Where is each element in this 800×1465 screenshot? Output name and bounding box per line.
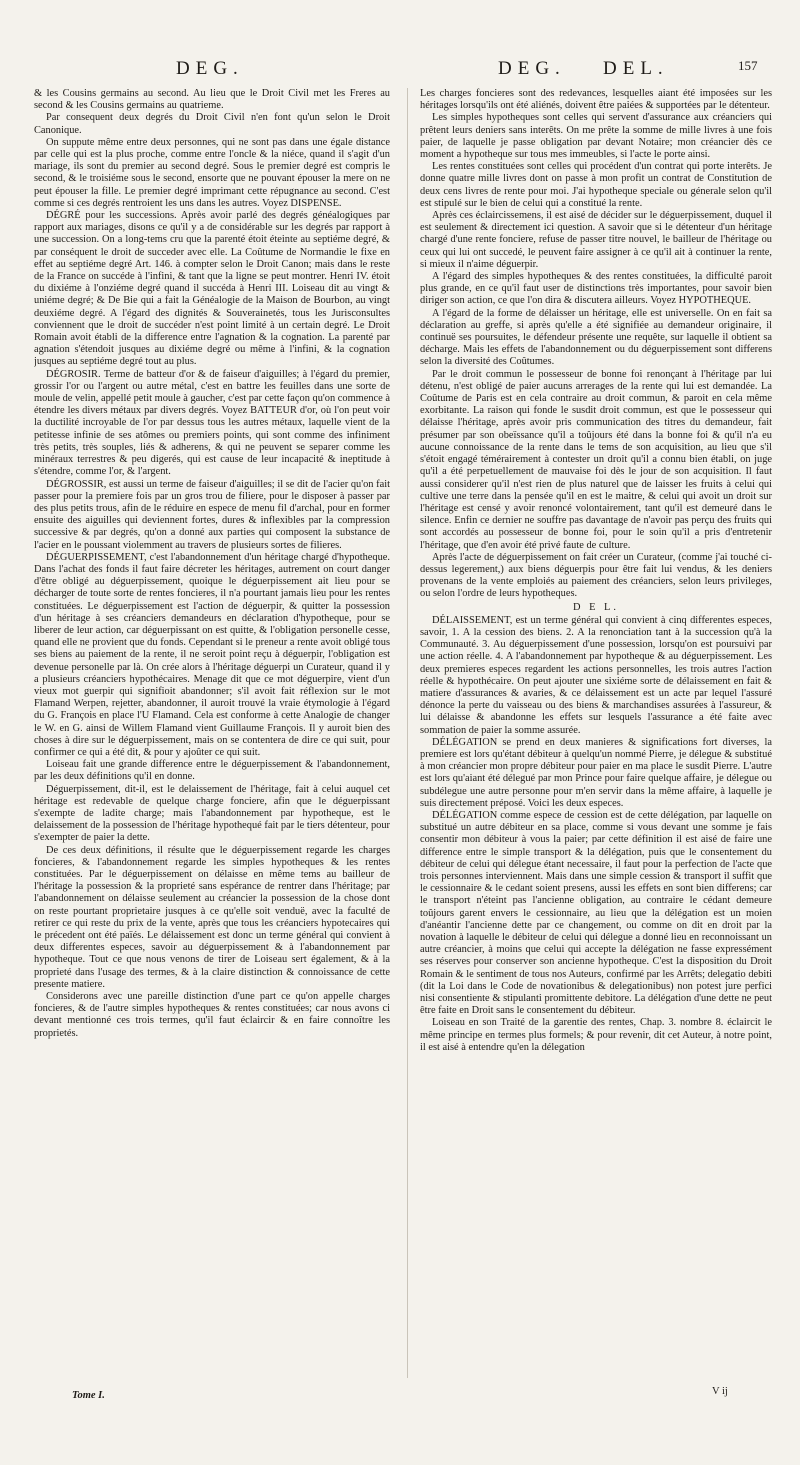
paragraph: A l'égard des simples hypotheques & des rentes constituées, la difficulté paroit plus grande, en ce qu'il faut user de distinctions très importantes, pour savoir bien diriger son action, ce que l'on dira & discutera ailleurs. Voyez HYPOTHEQUE. — [420, 271, 772, 307]
footer-volume-mark: Tome I. — [72, 1390, 105, 1401]
column-divider — [407, 88, 408, 1378]
paragraph: Les simples hypotheques sont celles qui servent d'assurance aux créanciers qui prêtent leurs deniers sans interêts. On me prête la somme de mille livres à une fois paier, de laquelle je passe obligation par devant Notaire; mon créancier dès ce moment a hypotheque sur tous mes immeubles, si l'acte le porte ainsi. — [420, 112, 772, 161]
paragraph: DÉLÉGATION comme espece de cession est de cette délégation, par laquelle on substitué un autre débiteur en sa place, comme si vous devant une somme je fais consentir mon débiteur à vous la paier; par cette définition il est aisé de faire une difference entre le simple transport & la délégation, puis que le consentement du débiteur de celui qui délegue étant necessaire, il faut pour la perfection de l'acte que trois personnes interviennent. Mais dans une simple cession & transport il suffit que le cessionnaire & le cedant soient presens, aussi les effets en sont bien differens; car le transport n'éteint pas l'ancienne obligation, au contraire le cédant demeure toûjours garent envers le cessionnaire, au lieu que la délégation est un moien d'anéantir l'ancienne dette par ce changement, ou comme on dit en droit par la novation à laquelle le débiteur de celui qui délegue a donné lieu en reconnoissant un autre créancier, à moins que celui qui accepte la délégation ne fasse expressément ses réserves pour conserver son ancienne hypotheque. C'est la disposition du Droit Romain & le sentiment de tous nos Auteurs, confirmé par les Arrêts; delegatio debiti (dit la Loi dans le Code de novationibus & delegationibus) non potest jure perfici nisi consentiente & stipulanti promittente debitore. La délégation d'une dette ne peut être faite en Droit sans le consentement du débiteur. — [420, 809, 772, 1017]
paragraph: DÉGRÉ pour les successions. Après avoir parlé des degrés généalogiques par rapport aux mariages, disons ce qu'il y a de considérable sur les degrés par rapport à une succession. On a long-tems cru que la parenté étoit éteinte au septiéme degré, & par conséquent le droit de succeder avec elle. La Coûtume de Normandie le fixe en effet au septiéme degré Art. 146. à compter selon le Droit Canon; mais dans le reste de la France on succéde à l'infini, & tant que la ligne se peut montrer. Henri IV. étoit du dixiéme à l'onziéme degré quand il succéda à Henri III. Loiseau dit au vingt & uniéme degré; & De Bie qui a fait la Généalogie de la Maison de Bourbon, au vingt deuxiéme degré. A l'égard des dignités & Souverainetés, tous les Jurisconsultes conviennent que le droit de succéder n'est point limité à un certain degré. Le Droit Romain avoit établi de la difference entre l'agnation & la cognation. La parenté par agnation s'étendoit jusques au dixiéme degré ou même à l'infini, & la cognation jusques au septiéme degré tout au plus. — [34, 210, 390, 368]
paragraph: DÉLÉGATION se prend en deux manieres & significations fort diverses, la premiere est lors qu'étant débiteur à quelqu'un nommé Pierre, je délegue & substitué à mon créancier mon propre débiteur pour paier en ma place le susdit Pierre. L'autre est lors qu'aiant été délegué par mon Prince pour faire quelque affaire, je délegue ou subdélegue une autre personne pour m'en servir dans la même affaire, à laquelle je suis directement préposé. Voici les deux especes. — [420, 736, 772, 809]
paragraph: Par le droit commun le possesseur de bonne foi renonçant à l'héritage par lui détenu, n'est obligé de paier aucuns arrerages de la rente qui lui est demandée. La Coûtume de Paris est en cela contraire au droit commun, & paroit en cela même exorbitante. La raison qui fonde le susdit droit commun, est que le possesseur qui délaisse l'héritage, après avoir pris communication des titres du demandeur, fait présumer par son obeïssance qu'il a toûjours été dans la bonne foi & qu'il n'a eu aucune connoissance de la rente dans le tems de son acquisition, au lieu que s'il s'étoit engagé témérairement à contester un droit qu'il a connu bien établi, on juge qu'il a été perpetuellement de mauvaise foi dès le jour de son acquisition. Il faut aussi considerer qu'il n'est rien de plus naturel que de laisser les fruits à celui qui cultive une terre dans la pensée qu'il en est le maitre, & celui qui avoit un droit sur l'héritage est censé y avoir renoncé volontairement, tant qu'il est demeuré dans le silence. Enfin ce dernier ne souffre pas davantage de n'avoir pas perçu des fruits qui sont accordés au possesseur de bonne foi, pour le soin qu'il a pris d'entretenir l'héritage, que d'en avoir été privé faute de culture. — [420, 368, 772, 551]
paragraph: Les charges foncieres sont des redevances, lesquelles aiant été imposées sur les héritages lorsqu'ils ont été aliénés, doivent être paiées & supportées par le détenteur. — [420, 88, 772, 112]
header-left-word: DEG. — [176, 58, 244, 79]
paragraph: Par consequent deux degrés du Droit Civil n'en font qu'un selon le Droit Canonique. — [34, 112, 390, 136]
paragraph: On suppute même entre deux personnes, qui ne sont pas dans une égale distance par celle qui est la plus proche, comme entre l'oncle & la niéce, quand il s'agit d'un mariage, ils sont du premier au second degré. Sous le premier degré est compris le second, & le troisiéme sous le second, ensorte que ne pouvant épouser la mere on ne peut épouser la fille. Le premier degré imprimant cette répugnance au second. C'est comme si ces degrés rentroient les uns dans les autres. Voyez DISPENSE. — [34, 136, 390, 209]
header-right-word-2: DEL. — [603, 58, 669, 79]
paragraph: DÉGUERPISSEMENT, c'est l'abandonnement d'un héritage chargé d'hypotheque. Dans l'achat des fonds il faut faire décreter les héritages, autrement on court danger d'être obligé au déguerpissement, quoique le déguerpissement ait lieu pour se décharger de toute sorte de rentes foncieres, il n'a pourtant jamais lieu pour les rentes constituées. Le déguerpissement est l'action de déguerpir, & quitter la possession d'un héritage à ses créanciers demandeurs en déclaration d'hypotheque, pour se liberer de leur action, car déguerpissant on est quitte, & l'obligation personelle cesse, quand elle ne provient que du fonds. Cependant si le preneur a rente avoit obligé tous ses biens au paiement de la rente, il ne seroit point reçu à déguerpir, l'obligation est devenue personelle par là. On crée alors à l'héritage déguerpi un Curateur, quand il y a plusieurs créanciers hypothécaires. Menage dit que ce mot déguerpire, vient d'un vieux mot guerpir qui signifioit abandonner; s'il avoit fait réflexion sur le mot Flamand Werpen, rejetter, abandonner, il auroit trouvé la vraie étymologie à l'égard du G. François en place l'U Flamand. Cela est conforme à cette Analogie de changer le W. en G. ainsi de Willem Flamand vient Guillaume François. Il y auroit bien des choses à dire sur le déguerpissement, mais on se contentera de dire ce qui suit, pour confirmer ce qui a été dit, & pour y ajoûter ce qui suit. — [34, 551, 390, 758]
paragraph: Après l'acte de déguerpissement on fait créer un Curateur, (comme j'ai touché ci-dessus legerement,) aux biens déguerpis pour être fait lui vendus, & les deniers provenans de la vente emploiés au paiement des créanciers, selon leurs privileges, ou selon l'ordre de leurs hypotheques. — [420, 551, 772, 600]
left-column — [34, 88, 390, 1378]
paragraph: & les Cousins germains au second. Au lieu que le Droit Civil met les Freres au second & les Cousins germains au quatrieme. — [34, 88, 390, 112]
footer-signature-mark: V ij — [712, 1386, 728, 1397]
right-column — [420, 88, 772, 1378]
paragraph: Les rentes constituées sont celles qui procédent d'un contrat qui porte interêts. Je donne quatre mille livres dont on passe à mon profit un contrat de Constitution de deux cens livres de rente pour moi. J'ai hypotheque speciale ou génerale selon qu'il est stipulé sur le bien de celui qui a constitué la rente. — [420, 161, 772, 209]
paragraph: Considerons avec une pareille distinction d'une part ce qu'on appelle charges foncieres, & de l'autre simples hypotheques & rentes constituées; car nous avons ci devant mentionné ces trois termes, qu'il faut éclaircir & en faire connoître les proprietés. — [34, 991, 390, 1039]
header-right-word-1: DEG. — [498, 58, 566, 79]
paragraph: Déguerpissement, dit-il, est le delaissement de l'héritage, fait à celui auquel cet héritage est redevable de quelque charge fonciere, afin que le déguerpissant s'exempte de ladite charge; mais l'abandonnement par hypotheque, est le delaissement de la possession de l'héritage hypothequé fait par le tiers détenteur, pour s'exempter de paier la dette. — [34, 783, 390, 844]
paragraph: A l'égard de la forme de délaisser un héritage, elle est universelle. On en fait sa déclaration au greffe, si après qu'elle a été signifiée au demandeur originaire, il continuë ses poursuites, le défendeur présente une requête, sur laquelle il obtient sa décharge. Mais les effets de l'abandonnement ou du déguerpissement sont differens selon la diversité des Coûtumes. — [420, 307, 772, 368]
running-header — [0, 58, 800, 88]
paragraph: Loiseau en son Traité de la garentie des rentes, Chap. 3. nombre 8. éclaircit le même principe en termes plus formels; & pour revenir, dit cet Auteur, à notre point, il est aisé à entendre qu'en la délegation — [420, 1017, 772, 1053]
paragraph: Après ces éclaircissemens, il est aisé de décider sur le déguerpissement, duquel il est seulement & directement ici question. A savoir que si le détenteur d'un héritage chargé d'une rente fonciere, refuse de passer titre nouvel, le bailleur de l'héritage ou ceux qui lui ont succedé, le peuvent faire assigner à ce qu'il ait à continuer la rente, si mieux il n'aime déguerpir. — [420, 210, 772, 270]
section-heading: D E L. — [573, 601, 619, 613]
paragraph: De ces deux définitions, il résulte que le déguerpissement regarde les charges foncieres, & l'abandonnement regarde les simples hypotheques & les rentes constituées. Par le déguerpissement on délaisse en même tems au bailleur de l'héritage la possession & la proprieté sans espérance de rentrer dans l'héritage; par l'abandonnement on délaisse seulement au créancier la possession de la chose dont on reste pourtant proprietaire jusques à ce qu'elle soit venduë, avec la faculté de retirer ce qui reste du prix de la vente, après que tous les créanciers hypotecaires qui le précedent ont été païés. Le délaissement est donc un terme général qui convient à deux differentes especes, savoir au déguerpissement & à l'abandonnement par hypotheque. Tout ce que nous venons de tirer de Loiseau sert également, & à la proprieté dans l'usage des termes, & à la claire distinction & connoissance de cette presente matiere. — [34, 844, 390, 990]
paragraph: Loiseau fait une grande difference entre le déguerpissement & l'abandonnement, par les deux définitions qu'il en donne. — [34, 759, 390, 783]
paragraph: DÉLAISSEMENT, est un terme général qui convient à cinq differentes especes, savoir, 1. A la cession des biens. 2. A la renonciation tant à la succession qu'à la Communauté. 3. Au déguerpissement d'une possession, lorsqu'on est poursuivi par une action réelle. 4. A l'abandonnement par hypotheque & au déguerpissement. Les deux premieres especes regardent les actions personnelles, les trois autres l'action réelle & hypothécaire. On peut ajouter une sixiéme sorte de délaissement en fait & matiere d'assurances & avaries, & ce délaissement est un acte par lequel l'assuré dénonce la perte du vaisseau ou des biens & marchandises assurées à l'assureur, & lui délaisse & abandonne les effets sur lesquels l'assurance a été faite avec sommation de paier la somme assurée. — [420, 614, 772, 736]
paragraph: DÉGROSIR. Terme de batteur d'or & de faiseur d'aiguilles; à l'égard du premier, grossir l'or ou l'argent ou autre métal, c'est en battre les feuilles dans une sorte de moule de velin, appellé petit moule à gaucher, c'est par cette façon qu'on commence à étendre les divers métaux par divers degrés. Voyez BATTEUR d'or, où l'on peut voir la ductilité incroyable de l'or par dessus tous les autres métaux, laquelle vient de la petitesse infinie de ses atômes ou premiers points, qui sont comme des infiniment très petits, très souples, liés & adherens, & qui ne peuvent se separer comme les minéraux terrestres & peu digerés, qui est cause de leur incapacité & ineptitude à s'étendre, comme l'or, & l'argent. — [34, 368, 390, 478]
paragraph: DÉGROSSIR, est aussi un terme de faiseur d'aiguilles; il se dit de l'acier qu'on fait passer pour la premiere fois par un gros trou de filiere, pour le disposer à passer par des plus petits trous, afin de le réduire en espece de menu fil d'archal, pour en former ensuite des aiguilles qui deviennent fortes, dures & inflexibles par la compression successive & par degrés, qu'on a donné aux parties qui composent la substance de l'acier en le poussant violemment au travers de plusieurs sortes de filieres. — [34, 478, 390, 551]
page-number: 157 — [738, 58, 758, 73]
